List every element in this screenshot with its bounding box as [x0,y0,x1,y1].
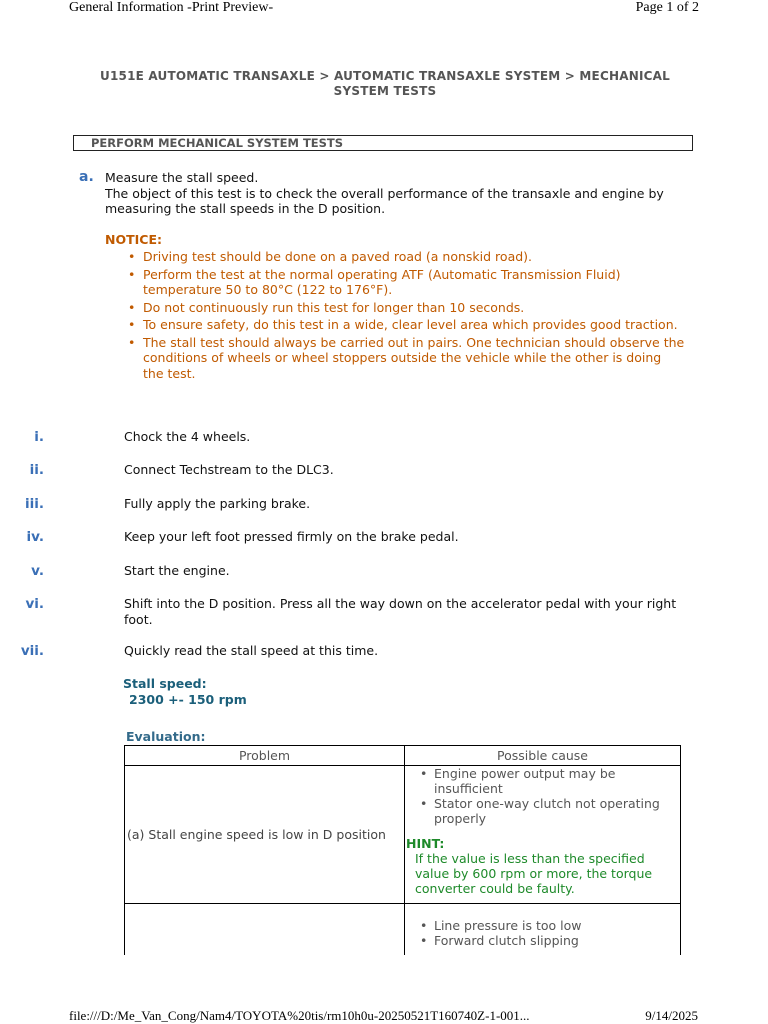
hint-text: If the value is less than the specified value by 600 rpm or more, the torque converter could be faulty. [415,851,653,896]
print-date: 9/14/2025 [645,1008,698,1023]
breadcrumb-line-2: SYSTEM TESTS [333,84,437,98]
substep-marker: vi. [25,596,44,612]
substep-marker: ii. [29,462,44,478]
stall-speed-label: Stall speed: [123,676,207,691]
notice-item-text: Perform the test at the normal operating ATF (Automatic Transmission Fluid) temperature 50 to 80°C (122 to 176°F). [143,266,621,297]
substep-text: Start the engine. [124,563,230,578]
bullet-icon: • [420,796,428,811]
bullet-icon: • [128,299,136,315]
step-a-text [105,170,695,217]
notice-item-text: The stall test should always be carried out in pairs. One technician should observe the conditions of wheels or wheel stoppers outside the vehicle while the other is doing the test. [143,334,685,381]
substep-marker: iv. [26,529,44,545]
substep-marker: vii. [20,643,44,659]
substep-marker: v. [31,563,44,579]
notice-item [105,249,685,265]
table-header-row [125,746,681,766]
notice-item [105,335,685,382]
substep-text: Quickly read the stall speed at this time. [124,643,379,658]
cause-item-text: Forward clutch slipping [434,933,579,948]
bullet-icon: • [128,317,136,332]
bullet-icon: • [128,334,136,350]
notice-block [105,232,685,383]
page-indicator: Page 1 of 2 [635,0,699,15]
cause-item [405,918,680,933]
cause-cell [405,766,681,904]
notice-item-text: Driving test should be done on a paved road (a nonskid road). [143,249,533,264]
substep-marker: i. [34,429,44,445]
bullet-icon: • [420,918,428,933]
evaluation-label: Evaluation: [126,729,206,744]
page-break-mask [0,955,768,1005]
cause-item [405,933,680,948]
breadcrumb [70,69,700,99]
substep-text: Chock the 4 wheels. [124,429,251,444]
table-row [125,766,681,904]
step-a-line-1: Measure the stall speed. [105,170,259,185]
problem-text: (a) Stall engine speed is low in D position [127,827,386,842]
cause-item-text: Stator one-way clutch not operating properly [434,796,660,826]
cause-item [405,766,680,796]
stall-speed-block [123,676,247,707]
substep-text: Keep your left foot pressed firmly on the brake pedal. [124,529,459,544]
step-a-marker: a. [79,169,94,185]
file-path: file:///D:/Me_Van_Cong/Nam4/TOYOTA%20tis/rm10h0u-20250521T160740Z-1-001... [69,1008,530,1023]
notice-item [105,267,685,298]
print-preview-title: General Information -Print Preview- [69,0,274,15]
notice-item [105,300,685,316]
step-a-line-2: The object of this test is to check the overall performance of the transaxle and engine by measuring the stall speeds in the D position. [105,185,664,216]
stall-speed-value: 2300 +- 150 rpm [129,691,247,707]
problem-cell [125,766,405,904]
section-title: PERFORM MECHANICAL SYSTEM TESTS [91,136,344,150]
notice-title: NOTICE: [105,232,162,247]
cause-list [405,918,680,948]
cause-item-text: Engine power output may be insufficient [434,766,616,796]
cause-item [405,796,680,826]
substep-text: Connect Techstream to the DLC3. [124,462,334,477]
cause-item-text: Line pressure is too low [434,918,582,933]
notice-item-text: Do not continuously run this test for longer than 10 seconds. [143,299,525,315]
column-header-cause: Possible cause [405,746,681,766]
notice-list [105,249,685,381]
cause-list [405,766,680,826]
breadcrumb-line-1: U151E AUTOMATIC TRANSAXLE > AUTOMATIC TRANSAXLE SYSTEM > MECHANICAL [100,69,670,83]
bullet-icon: • [420,766,428,781]
substep-text: Shift into the D position. Press all the way down on the accelerator pedal with your right foot. [124,596,677,627]
substep-text: Fully apply the parking brake. [124,496,311,511]
hint-title: HINT: [406,836,445,851]
notice-item-text: To ensure safety, do this test in a wide, clear level area which provides good traction. [143,317,678,332]
bullet-icon: • [128,266,136,282]
section-header-box [73,135,693,151]
bullet-icon: • [420,933,428,948]
bullet-icon: • [128,249,136,264]
substep-marker: iii. [24,496,44,512]
column-header-problem: Problem [125,746,405,766]
evaluation-table [124,745,681,974]
notice-item [105,317,685,333]
